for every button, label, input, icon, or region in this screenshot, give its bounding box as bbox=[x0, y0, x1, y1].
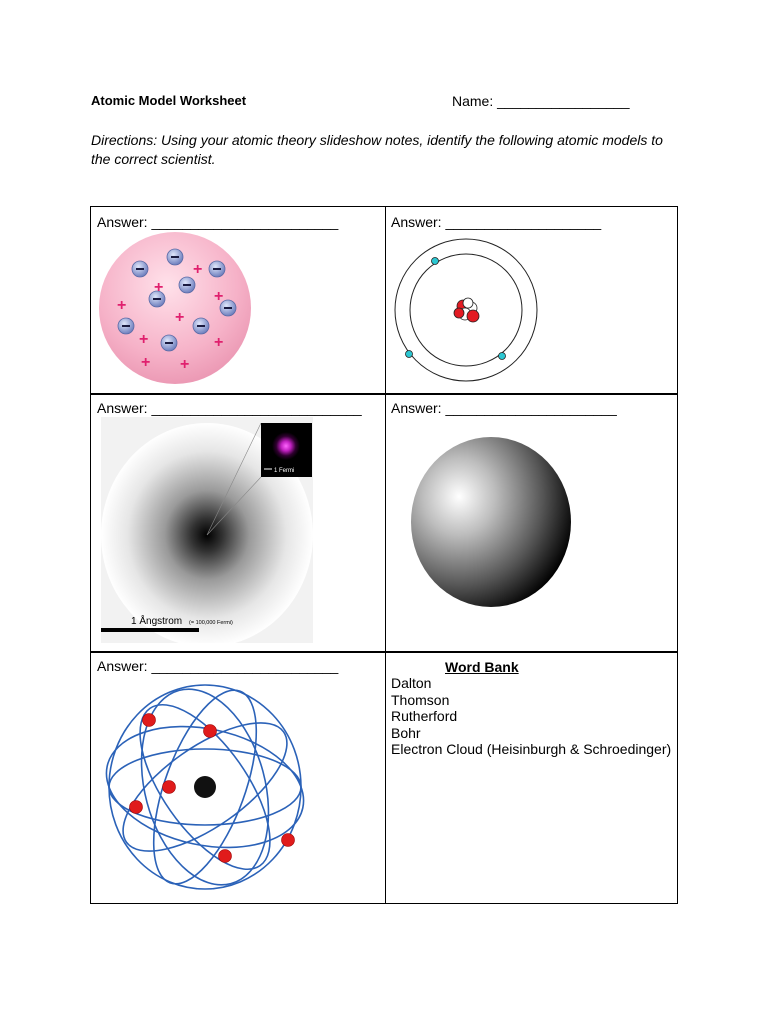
word-bank-item: Dalton bbox=[391, 675, 432, 691]
electron-cloud-model-icon bbox=[101, 417, 313, 643]
angstrom-scale-label: 1 Ångstrom bbox=[131, 616, 183, 627]
name-field[interactable]: Name: _________________ bbox=[452, 93, 630, 109]
rutherford-model-icon bbox=[105, 683, 305, 891]
svg-text:+: + bbox=[180, 356, 190, 373]
word-bank-list bbox=[391, 675, 671, 758]
answer-field-4[interactable]: Answer: ______________________ bbox=[391, 400, 617, 416]
nucleus-icon bbox=[454, 298, 479, 322]
svg-text:+: + bbox=[139, 331, 149, 348]
answer-field-2[interactable]: Answer: ____________________ bbox=[391, 214, 602, 230]
answer-field-3[interactable]: Answer: ___________________________ bbox=[97, 400, 362, 416]
svg-text:+: + bbox=[193, 261, 203, 278]
angstrom-scale-note: (= 100,000 Fermi) bbox=[189, 620, 233, 626]
directions-text: Directions: Using your atomic theory slideshow notes, identify the following atomic models to the correct scientist. bbox=[91, 132, 663, 167]
svg-text:+: + bbox=[214, 334, 224, 351]
word-bank-item: Electron Cloud (Heisinburgh & Schroedinger) bbox=[391, 741, 672, 757]
grid-divider-vertical bbox=[385, 207, 386, 903]
grid-divider-row1 bbox=[91, 393, 677, 395]
bohr-model-icon bbox=[393, 233, 543, 387]
grid-divider-row2 bbox=[91, 651, 677, 653]
svg-text:+: + bbox=[117, 297, 127, 314]
svg-text:+: + bbox=[141, 354, 151, 371]
answer-grid bbox=[90, 206, 678, 904]
fermi-inset-label: 1 Fermi bbox=[274, 468, 295, 474]
word-bank-title: Word Bank bbox=[445, 659, 519, 675]
answer-field-5[interactable]: Answer: ________________________ bbox=[97, 658, 339, 674]
svg-text:+: + bbox=[214, 288, 224, 305]
solid-sphere-model-icon bbox=[409, 436, 573, 610]
answer-field-1[interactable]: Answer: ________________________ bbox=[97, 214, 339, 230]
svg-text:+: + bbox=[154, 279, 164, 296]
word-bank-item: Bohr bbox=[391, 724, 421, 741]
svg-text:+: + bbox=[175, 309, 185, 326]
word-bank-item: Rutherford bbox=[391, 708, 458, 724]
word-bank-item: Thomson bbox=[391, 691, 450, 708]
plum-pudding-model-icon bbox=[96, 229, 256, 389]
worksheet-title: Atomic Model Worksheet bbox=[91, 93, 247, 108]
